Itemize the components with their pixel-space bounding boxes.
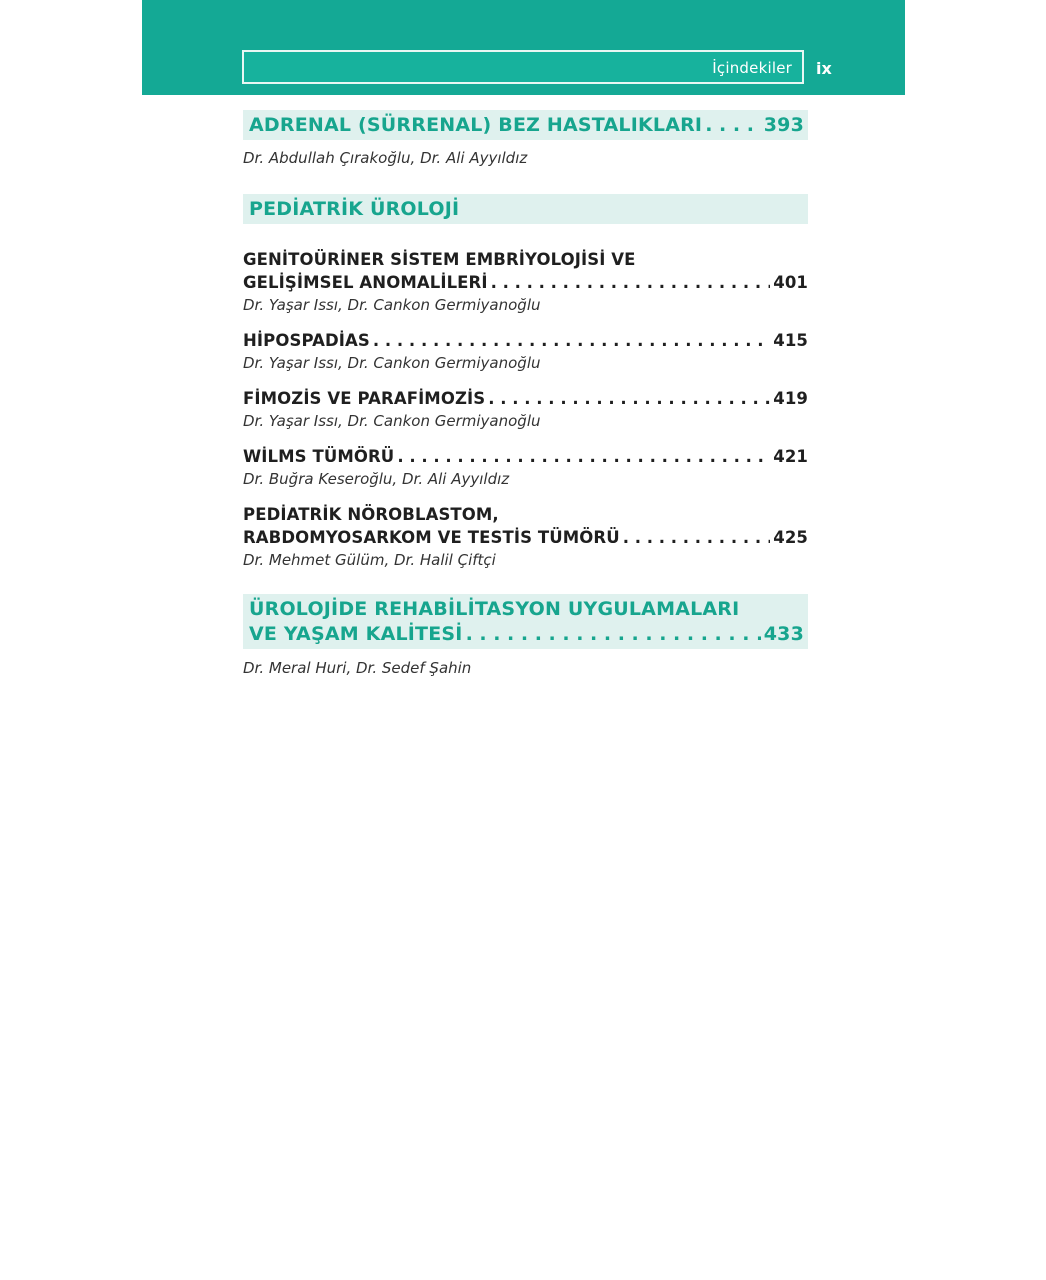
entry-title: FİMOZİS VE PARAFİMOZİS xyxy=(243,389,486,408)
toc-entry[interactable] xyxy=(243,248,808,316)
section-title-line: VE YAŞAM KALİTESİ xyxy=(249,623,463,645)
section-title-line: ÜROLOJİDE REHABİLİTASYON UYGULAMALARI xyxy=(249,598,740,620)
header-title-box xyxy=(242,50,804,84)
entry-page-number: 415 xyxy=(773,331,808,350)
entry-authors: Dr. Mehmet Gülüm, Dr. Halil Çiftçi xyxy=(243,551,496,569)
dot-leader xyxy=(397,445,770,468)
toc-section-pediatric[interactable] xyxy=(243,194,808,224)
entry-title-row xyxy=(243,329,808,352)
entry-authors: Dr. Yaşar Issı, Dr. Cankon Germiyanoğlu xyxy=(243,354,541,372)
toc-section-rehab[interactable] xyxy=(243,594,808,649)
dot-leader xyxy=(466,622,761,647)
section-authors: Dr. Abdullah Çırakoğlu, Dr. Ali Ayyıldız xyxy=(243,149,528,167)
section-title: PEDİATRİK ÜROLOJİ xyxy=(249,198,460,220)
pediatric-entries xyxy=(243,248,808,571)
entry-title: HİPOSPADİAS xyxy=(243,331,370,350)
entry-page-number: 425 xyxy=(773,528,808,547)
entry-title-line: GENİTOÜRİNER SİSTEM EMBRİYOLOJİSİ VE xyxy=(243,250,636,269)
page-number: ix xyxy=(816,59,832,78)
toc-entry[interactable] xyxy=(243,329,808,374)
entry-title-line: GELİŞİMSEL ANOMALİLERİ xyxy=(243,273,488,292)
toc-entry[interactable] xyxy=(243,445,808,490)
entry-page-number: 421 xyxy=(773,447,808,466)
entry-title-row xyxy=(243,445,808,468)
entry-title-line: RABDOMYOSARKOM VE TESTİS TÜMÖRÜ xyxy=(243,528,620,547)
dot-leader xyxy=(623,526,771,549)
document-page xyxy=(142,0,905,1280)
table-of-contents xyxy=(243,110,808,679)
section-page-number: 433 xyxy=(763,623,804,645)
toc-entry[interactable] xyxy=(243,503,808,571)
dot-leader xyxy=(488,387,770,410)
running-header-title: İçindekiler xyxy=(712,59,792,77)
dot-leader xyxy=(705,113,761,138)
section-page-number: 393 xyxy=(763,114,804,136)
dot-leader xyxy=(373,329,770,352)
dot-leader xyxy=(491,271,771,294)
entry-page-number: 419 xyxy=(773,389,808,408)
entry-title-row xyxy=(243,387,808,410)
section-authors: Dr. Meral Huri, Dr. Sedef Şahin xyxy=(243,659,472,677)
section-title: ADRENAL (SÜRRENAL) BEZ HASTALIKLARI xyxy=(249,114,703,136)
entry-page-number: 401 xyxy=(773,273,808,292)
entry-title-row xyxy=(243,526,808,549)
entry-title: WİLMS TÜMÖRÜ xyxy=(243,447,395,466)
entry-authors: Dr. Yaşar Issı, Dr. Cankon Germiyanoğlu xyxy=(243,412,541,430)
entry-title-row xyxy=(243,271,808,294)
entry-authors: Dr. Buğra Keseroğlu, Dr. Ali Ayyıldız xyxy=(243,470,510,488)
section-title-row xyxy=(249,622,804,647)
entry-title-line: PEDİATRİK NÖROBLASTOM, xyxy=(243,505,499,524)
toc-entry[interactable] xyxy=(243,387,808,432)
entry-authors: Dr. Yaşar Issı, Dr. Cankon Germiyanoğlu xyxy=(243,296,541,314)
toc-section-adrenal[interactable] xyxy=(243,110,808,140)
